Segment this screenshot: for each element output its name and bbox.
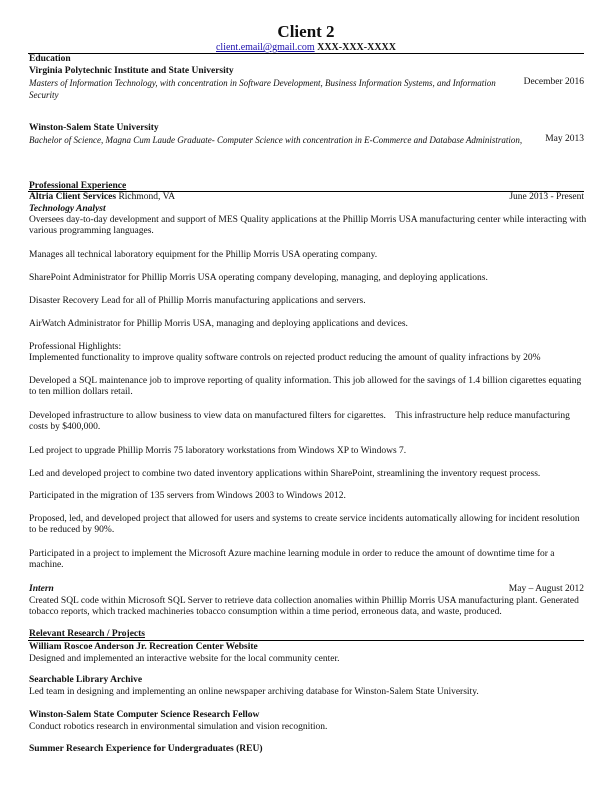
project-title: Summer Research Experience for Undergraduates (REU)	[29, 744, 263, 754]
intern-date: May – August 2012	[508, 584, 584, 594]
highlights-label: Professional Highlights:	[29, 342, 122, 352]
highlight-item: Implemented functionality to improve quality software controls on rejected product reducing the amount of quality infractions by 20%	[29, 353, 541, 363]
degree-wssu: Bachelor of Science, Magna Cum Laude Graduate- Computer Science with concentration in E-Commerce and Database Administration,	[29, 135, 523, 145]
project-title: Searchable Library Archive	[29, 675, 143, 685]
highlight-item: Led and developed project to combine two dated inventory applications within SharePoint, streamlining the inventory request process.	[29, 469, 541, 479]
company-location: Richmond, VA	[118, 192, 176, 202]
employer-line	[29, 192, 175, 202]
intern-description: Created SQL code within Microsoft SQL Server to retrieve data collection anomalies within Phillip Morris USA manufacturing plant. Generated tobacco reports, which tracked machineries tobacco consumption within a time period, erroneous data, and waste, produced.	[29, 596, 579, 617]
highlight-item: Developed infrastructure to allow business to view data on manufactured filters for cigarettes. This infrastructure help reduce manufacturing costs by $400,000.	[29, 411, 573, 432]
date-vt: December 2016	[523, 77, 584, 87]
header-divider	[28, 53, 584, 54]
project-description: Conduct robotics research in environmental simulation and vision recognition.	[29, 722, 328, 732]
highlight-item: Proposed, led, and developed project that allowed for users and systems to create service incidents automatically allowing for incident resolution to be reduced by 90%.	[29, 514, 580, 535]
highlight-item: Participated in a project to implement the Microsoft Azure machine learning module in order to reduce the amount of downtime time for a machine.	[29, 549, 555, 570]
intern-title: Intern	[29, 584, 54, 594]
experience-date: June 2013 - Present	[509, 192, 584, 202]
date-wssu: May 2013	[545, 134, 584, 144]
research-divider	[28, 640, 584, 641]
job-title: Technology Analyst	[29, 204, 106, 214]
contact-line	[0, 42, 612, 53]
experience-heading: Professional Experience	[29, 181, 127, 191]
project-title: William Roscoe Anderson Jr. Recreation Center Website	[29, 642, 258, 652]
highlight-item: Participated in the migration of 135 servers from Windows 2003 to Windows 2012.	[29, 491, 346, 501]
school-vt: Virginia Polytechnic Institute and State University	[29, 66, 234, 76]
duty-item: Manages all technical laboratory equipment for the Phillip Morris USA operating company.	[29, 250, 378, 260]
duty-item: Disaster Recovery Lead for all of Phillip Morris manufacturing applications and servers.	[29, 296, 366, 306]
education-heading: Education	[29, 54, 71, 64]
project-title: Winston-Salem State Computer Science Research Fellow	[29, 710, 260, 720]
research-heading: Relevant Research / Projects	[29, 629, 145, 639]
email-link[interactable]: client.email@gmail.com	[215, 42, 315, 53]
project-description: Led team in designing and implementing an online newspaper archiving database for Winston-Salem State University.	[29, 687, 479, 697]
highlight-item: Developed a SQL maintenance job to improve reporting of quality information. This job allowed for the savings of 1.4 billion cigarettes equating to ten million dollars retail.	[29, 376, 582, 397]
duty-item: Oversees day-to-day development and support of MES Quality applications at the Phillip Morris USA manufacturing center while interacting with various programming languages.	[29, 215, 587, 236]
client-name: Client 2	[277, 22, 335, 41]
degree-vt: Masters of Information Technology, with concentration in Software Development, Business Information Systems, and Information Security	[29, 78, 496, 100]
highlight-item: Led project to upgrade Phillip Morris 75 laboratory workstations from Windows XP to Windows 7.	[29, 446, 407, 456]
duty-item: SharePoint Administrator for Phillip Morris USA operating company developing, managing, and deploying applications.	[29, 273, 488, 283]
company-name: Altria Client Services	[29, 192, 117, 202]
project-description: Designed and implemented an interactive website for the local community center.	[29, 654, 340, 664]
school-wssu: Winston-Salem State University	[29, 123, 159, 133]
duty-item: AirWatch Administrator for Phillip Morris USA, managing and deploying applications and devices.	[29, 319, 408, 329]
phone-number: XXX-XXX-XXXX	[317, 42, 396, 53]
